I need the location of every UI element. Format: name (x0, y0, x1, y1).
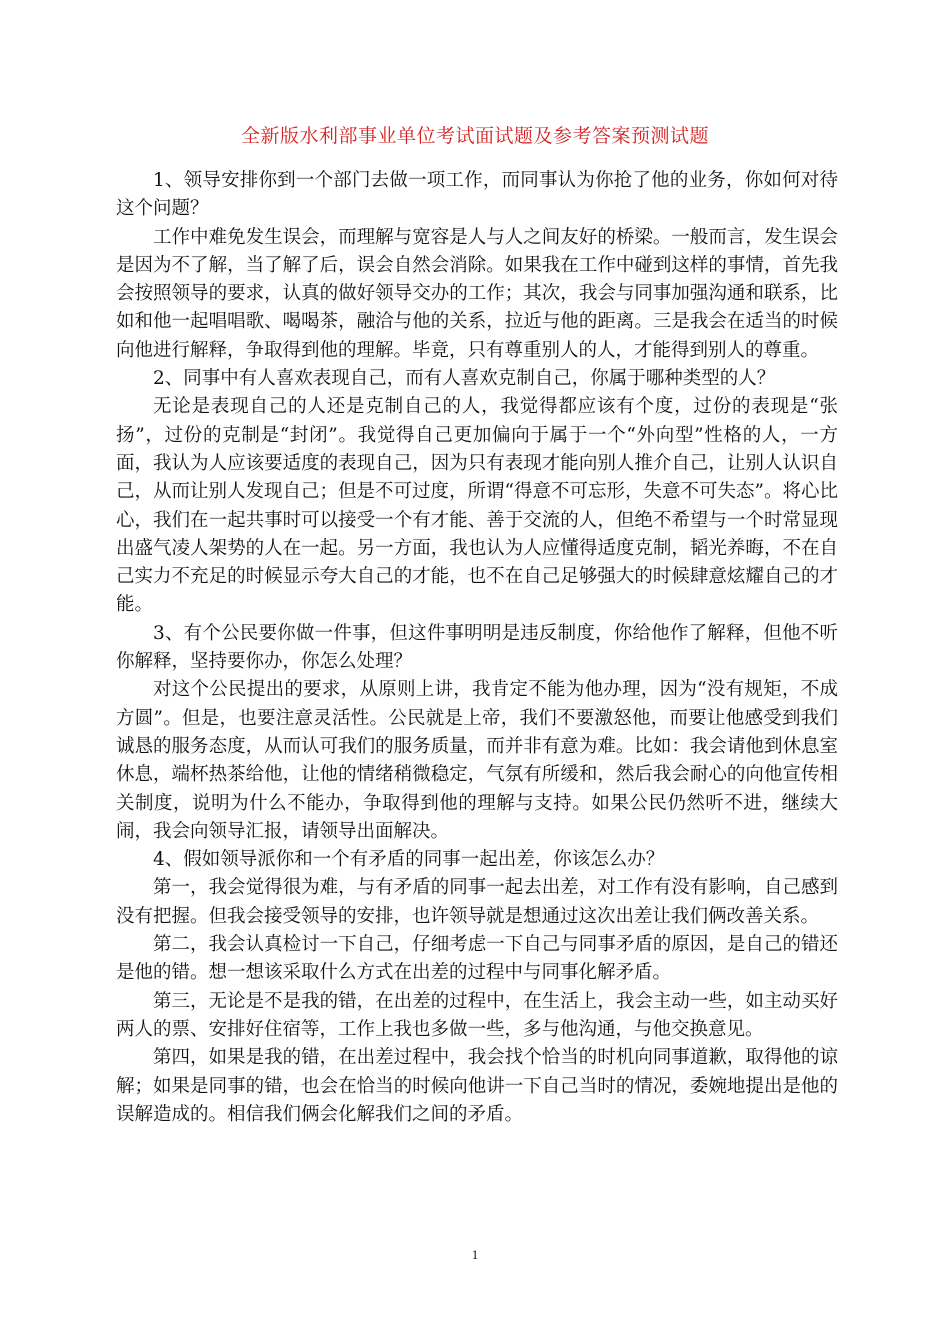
answer-3: 对这个公民提出的要求，从原则上讲，我肯定不能为他办理，因为“没有规矩，不成方圆”。但是，也要注意灵活性。公民就是上帝，我们不要激怒他，而要让他感受到我们诚恳的服务态度，从而认可我们的服务质量，而并非有意为难。比如：我会请他到休息室休息，端杯热茶给他，让他的情绪稍微稳定，气氛有所缓和，然后我会耐心的向他宣传相关制度，说明为什么不能办，争取得到他的理解与支持。如果公民仍然听不进，继续大闹，我会向领导汇报，请领导出面解决。 (116, 679, 838, 842)
answer-4-point-2: 第二，我会认真检讨一下自己，仔细考虑一下自己与同事矛盾的原因，是自己的错还是他的错。想一想该采取什么方式在出差的过程中与同事化解矛盾。 (116, 934, 838, 984)
question-2: 2、同事中有人喜欢表现自己，而有人喜欢克制自己，你属于哪种类型的人？ (153, 368, 776, 390)
question-1: 1、领导安排你到一个部门去做一项工作，而同事认为你抢了他的业务，你如何对待这个问题？ (116, 170, 838, 220)
answer-2: 无论是表现自己的人还是克制自己的人，我觉得都应该有个度，过份的表现是“张扬”，过份的克制是“封闭”。我觉得自己更加偏向于属于一个“外向型”性格的人，一方面，我认为人应该要适度的表现自己，因为只有表现才能向别人推介自己，让别人认识自己，从而让别人发现自己；但是不可过度，所谓“得意不可忘形，失意不可失态”。将心比心，我们在一起共事时可以接受一个有才能、善于交流的人，但绝不希望与一个时常显现出盛气凌人架势的人在一起。另一方面，我也认为人应懂得适度克制，韬光养晦，不在自己实力不充足的时候显示夸大自己的才能，也不在自己足够强大的时候肆意炫耀自己的才能。 (116, 396, 838, 616)
question-3: 3、有个公民要你做一件事，但这件事明明是违反制度，你给他作了解释，但他不听你解释，坚持要你办，你怎么处理？ (116, 622, 838, 673)
page-number: 1 (471, 1247, 479, 1262)
answer-4-point-1: 第一，我会觉得很为难，与有矛盾的同事一起去出差，对工作有没有影响，自己感到没有把握。但我会接受领导的安排，也许领导就是想通过这次出差让我们俩改善关系。 (116, 877, 838, 927)
question-4: 4、假如领导派你和一个有矛盾的同事一起出差，你该怎么办？ (153, 849, 665, 871)
answer-4-point-4: 第四，如果是我的错，在出差过程中，我会找个恰当的时机向同事道歉，取得他的谅解；如果是同事的错，也会在恰当的时候向他讲一下自己当时的情况，委婉地提出是他的误解造成的。相信我们俩会化解我们之间的矛盾。 (116, 1047, 838, 1125)
document-body (116, 167, 838, 1129)
answer-1: 工作中难免发生误会，而理解与宽容是人与人之间友好的桥梁。一般而言，发生误会是因为不了解，当了解了后，误会自然会消除。如果我在工作中碰到这样的事情，首先我会按照领导的要求，认真的做好领导交办的工作；其次，我会与同事加强沟通和联系，比如和他一起唱唱歌、喝喝茶，融洽与他的关系，拉近与他的距离。三是我会在适当的时候向他进行解释，争取得到他的理解。毕竟，只有尊重别人的人，才能得到别人的尊重。 (116, 226, 838, 361)
document-title: 全新版水利部事业单位考试面试题及参考答案预测试题 (240, 125, 709, 147)
answer-4-point-3: 第三，无论是不是我的错，在出差的过程中，在生活上，我会主动一些，如主动买好两人的票、安排好住宿等，工作上我也多做一些，多与他沟通，与他交换意见。 (116, 990, 838, 1040)
